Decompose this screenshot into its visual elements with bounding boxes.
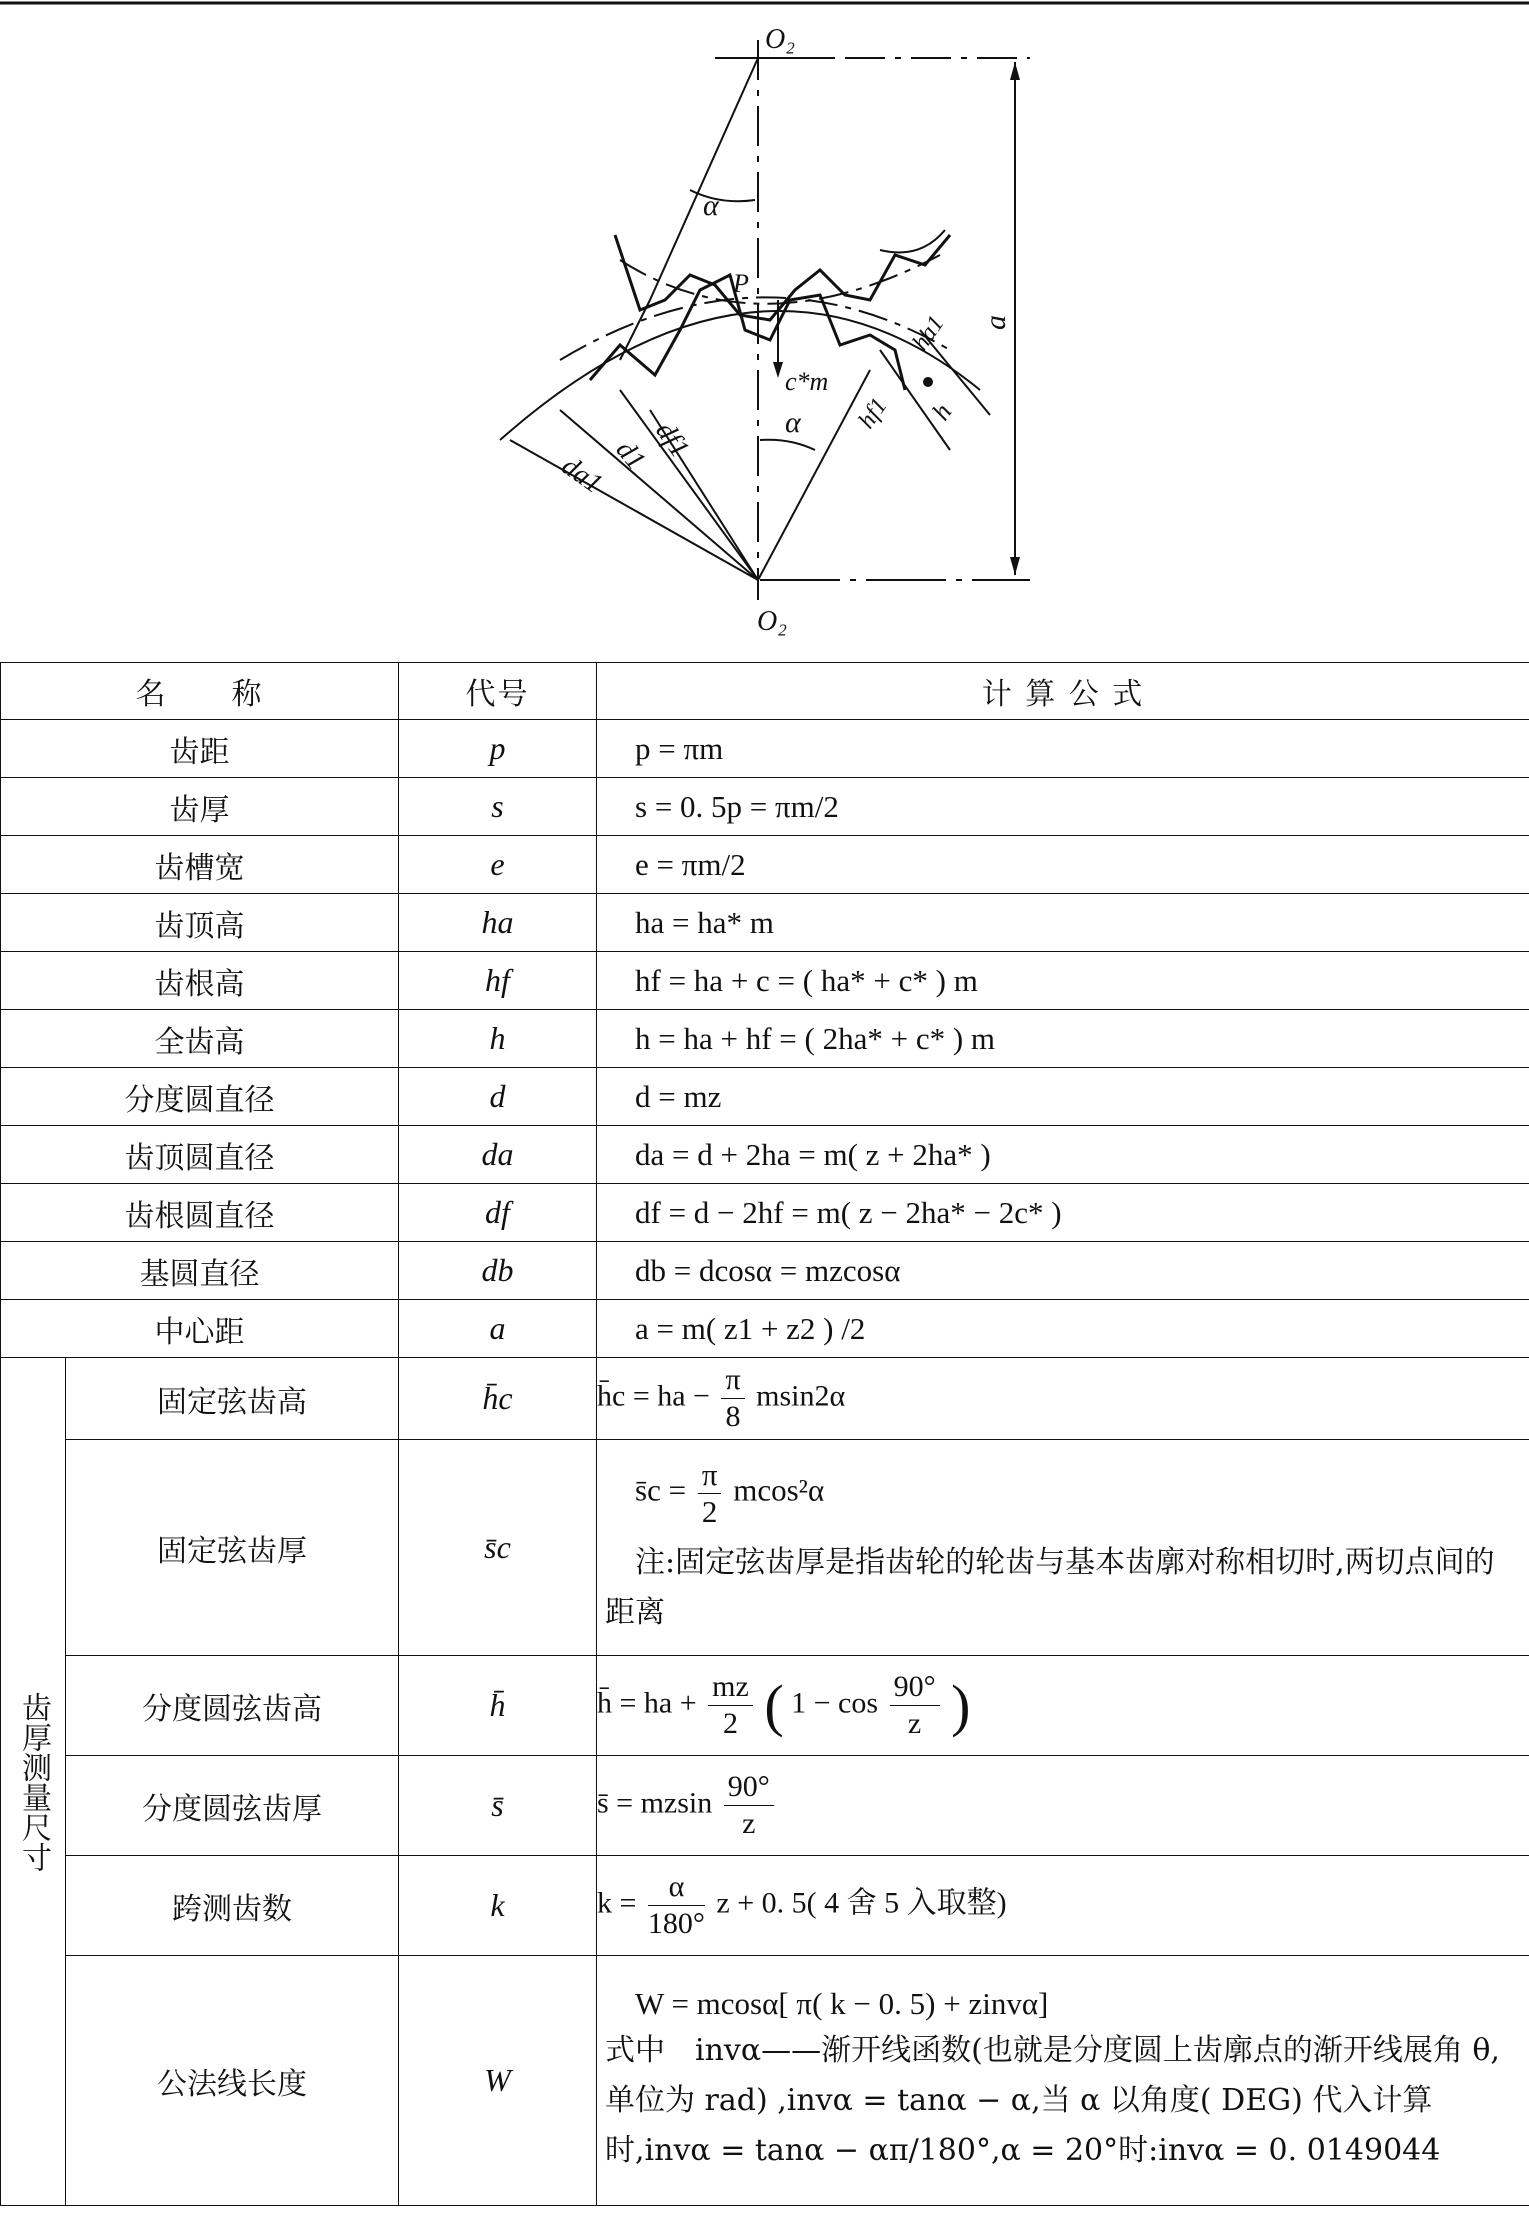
row-formula: db = dcosα = mzcosα [597,1242,1529,1300]
table-row [1,1358,1529,1440]
row-formula: p = πm [597,720,1529,778]
row-formula: h̄ = ha + $\frac{mz}{2}$ ( 1 − cos $\frac{90^\circ}{z}$ ) [597,1656,1529,1756]
row-formula: df = d − 2hf = m( z − 2ha* − 2c* ) [597,1184,1529,1242]
note-text: 注:固定弦齿厚是指齿轮的轮齿与基本齿廓对称相切时,两切点间的距离 [605,1545,1495,1630]
table-row [1,1068,1529,1126]
table-row [1,894,1529,952]
row-name: 全齿高 [1,1010,399,1068]
row-name: 固定弦齿高 [66,1358,399,1440]
row-symbol: hf [399,952,597,1010]
table-row [1,1184,1529,1242]
row-name: 齿顶圆直径 [1,1126,399,1184]
hf1-label: hf1 [853,393,893,434]
table-row [1,1956,1529,2206]
group-label: 齿厚测量尺寸 [16,1691,51,1872]
h-label: h [926,398,958,426]
row-name: 齿顶高 [1,894,399,952]
table-row [1,836,1529,894]
row-symbol: h̄ [399,1656,597,1756]
row-formula: s = 0. 5p = πm/2 [597,778,1529,836]
clearance-label: c*m [785,367,829,396]
row-name: 齿根圆直径 [1,1184,399,1242]
center-distance-label: a [979,315,1012,330]
row-name: 跨测齿数 [66,1856,399,1956]
header-formula: 计 算 公 式 [597,663,1529,720]
ha1-label: ha1 [907,311,950,356]
table-header-row [1,663,1529,720]
row-formula: a = m( z1 + z2 ) /2 [597,1300,1529,1358]
table-row [1,720,1529,778]
row-name: 齿槽宽 [1,836,399,894]
row-name: 齿根高 [1,952,399,1010]
row-symbol: k [399,1856,597,1956]
row-symbol: e [399,836,597,894]
row-name: 基圆直径 [1,1242,399,1300]
d1-label: d1 [609,434,652,476]
row-formula: ha = ha* m [597,894,1529,952]
row-symbol: s̄c [399,1440,597,1656]
table-row [1,1756,1529,1856]
table-row [1,1300,1529,1358]
row-name: 分度圆直径 [1,1068,399,1126]
gear-formula-table [0,662,1529,2206]
o2-top-label: O₂ [765,24,795,55]
row-symbol: h̄c [399,1358,597,1440]
row-formula: d = mz [597,1068,1529,1126]
row-symbol: p [399,720,597,778]
row-formula: e = πm/2 [597,836,1529,894]
table-row [1,1126,1529,1184]
row-name: 分度圆弦齿高 [66,1656,399,1756]
table-row [1,1656,1529,1756]
row-formula: h̄c = ha − $\frac{\pi}{8}$ msin2α [597,1358,1529,1440]
row-name: 固定弦齿厚 [66,1440,399,1656]
table-row [1,1242,1529,1300]
alpha-bottom-label: α [785,406,801,439]
row-symbol: s [399,778,597,836]
row-symbol: W [399,1956,597,2206]
row-symbol: d [399,1068,597,1126]
o2-bottom-label: O₂ [757,606,787,637]
df1-label: df1 [649,416,696,464]
table-row [1,952,1529,1010]
row-name: 中心距 [1,1300,399,1358]
header-symbol: 代号 [399,663,597,720]
group-label-cell [1,1358,66,2206]
table-row [1,1856,1529,1956]
row-symbol: db [399,1242,597,1300]
row-name: 分度圆弦齿厚 [66,1756,399,1856]
row-formula: s̄ = mzsin $\frac{90^\circ}{z}$ [597,1756,1529,1856]
table-row [1,778,1529,836]
da1-label: da1 [555,450,609,500]
row-name: 齿距 [1,720,399,778]
row-symbol: ha [399,894,597,952]
gear-diagram [0,0,1529,660]
row-formula: k = $\frac{\alpha}{180^\circ}$ z + 0. 5( 4 舍 5 入取整) [597,1856,1529,1956]
row-symbol: s̄ [399,1756,597,1856]
row-symbol: da [399,1126,597,1184]
row-formula: s̄c = $\frac{\pi}{2}$ mcos²α 注:固定弦齿厚是指齿轮的轮齿与基本齿廓对称相切时,两切点间的距离 [597,1440,1529,1656]
row-symbol: a [399,1300,597,1358]
table-row [1,1440,1529,1656]
row-name: 齿厚 [1,778,399,836]
note-text: 式中 invα——渐开线函数(也就是分度圆上齿廓点的渐开线展角 θ,单位为 rad) ,invα = tanα − α,当 α 以角度( DEG) 代入计算时,invα = tanα − απ/180°,α = 20°时:invα = 0. 0149044 [605,2032,1500,2168]
row-symbol: df [399,1184,597,1242]
row-formula: W = mcosα[ π( k − 0. 5) + zinvα] 式中 invα——渐开线函数(也就是分度圆上齿廓点的渐开线展角 θ,单位为 rad) ,invα = tanα − α,当 α 以角度( DEG) 代入计算时,invα = tanα − απ/180°,α = 20°时:invα = 0. 0149044 [597,1956,1529,2206]
row-formula: hf = ha + c = ( ha* + c* ) m [597,952,1529,1010]
header-name: 名 称 [1,663,399,720]
pitch-point-label: P [733,269,749,298]
alpha-top-label: α [703,189,719,222]
row-symbol: h [399,1010,597,1068]
row-name: 公法线长度 [66,1956,399,2206]
row-formula: h = ha + hf = ( 2ha* + c* ) m [597,1010,1529,1068]
table-row [1,1010,1529,1068]
row-formula: da = d + 2ha = m( z + 2ha* ) [597,1126,1529,1184]
